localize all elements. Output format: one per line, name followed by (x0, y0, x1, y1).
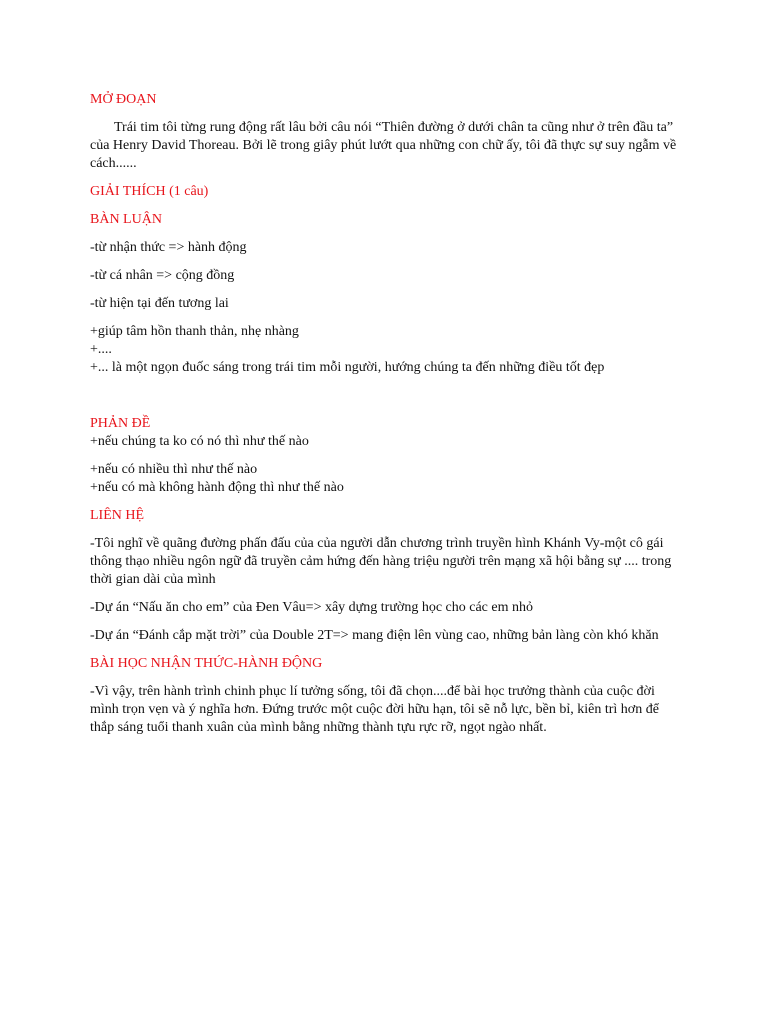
ban-luan-item: +giúp tâm hồn thanh thản, nhẹ nhàng (90, 324, 299, 339)
heading-phan-de: PHẢN ĐỀ (90, 416, 151, 431)
bai-hoc-paragraph: -Vì vậy, trên hành trình chinh phục lí tưởng sống, tôi đã chọn....để bài học trưởng thành của cuộc đời mình trọn vẹn và ý nghĩa hơn. Đứng trước một cuộc đời hữu hạn, tôi sẽ nỗ lực, bền bỉ, kiên trì hơn để thắp sáng tuổi thanh xuân của mình bằng những thành tựu rực rỡ, ngọt ngào nhất. (90, 684, 659, 735)
phan-de-item: +nếu chúng ta ko có nó thì như thế nào (90, 434, 309, 449)
document-page (90, 91, 680, 737)
lien-he-item: -Dự án “Đánh cắp mặt trời” của Double 2T=> mang điện lên vùng cao, những bản làng còn khó khăn (90, 628, 659, 643)
heading-mo-doan: MỞ ĐOẠN (90, 92, 157, 107)
ban-luan-item: +... là một ngọn đuốc sáng trong trái tim mỗi người, hướng chúng ta đến những điều tốt đẹp (90, 360, 605, 375)
mo-doan-paragraph: Trái tim tôi từng rung động rất lâu bởi câu nói “Thiên đường ở dưới chân ta cũng như ở trên đầu ta” của Henry David Thoreau. Bởi lẽ trong giây phút lướt qua những con chữ ấy, tôi đã thực sự suy ngẫm về cách...... (90, 120, 677, 171)
heading-giai-thich: GIẢI THÍCH (1 câu) (90, 184, 209, 199)
ban-luan-item: -từ hiện tại đến tương lai (90, 296, 229, 311)
ban-luan-item: -từ cá nhân => cộng đồng (90, 268, 235, 283)
heading-lien-he: LIÊN HỆ (90, 508, 145, 523)
lien-he-item: -Dự án “Nấu ăn cho em” của Đen Vâu=> xây dựng trường học cho các em nhỏ (90, 600, 533, 615)
ban-luan-item: -từ nhận thức => hành động (90, 240, 247, 255)
ban-luan-item: +.... (90, 342, 112, 357)
phan-de-item: +nếu có nhiều thì như thế nào (90, 462, 258, 477)
heading-bai-hoc: BÀI HỌC NHẬN THỨC-HÀNH ĐỘNG (90, 656, 323, 671)
heading-ban-luan: BÀN LUẬN (90, 212, 162, 227)
lien-he-item: -Tôi nghĩ về quãng đường phấn đấu của của người dẫn chương trình truyền hình Khánh Vy-một cô gái thông thạo nhiều ngôn ngữ đã truyền cảm hứng đến hàng triệu người trên mạng xã hội bằng sự .... trong thời gian dài của mình (90, 536, 672, 587)
phan-de-item: +nếu có mà không hành động thì như thế nào (90, 480, 344, 495)
